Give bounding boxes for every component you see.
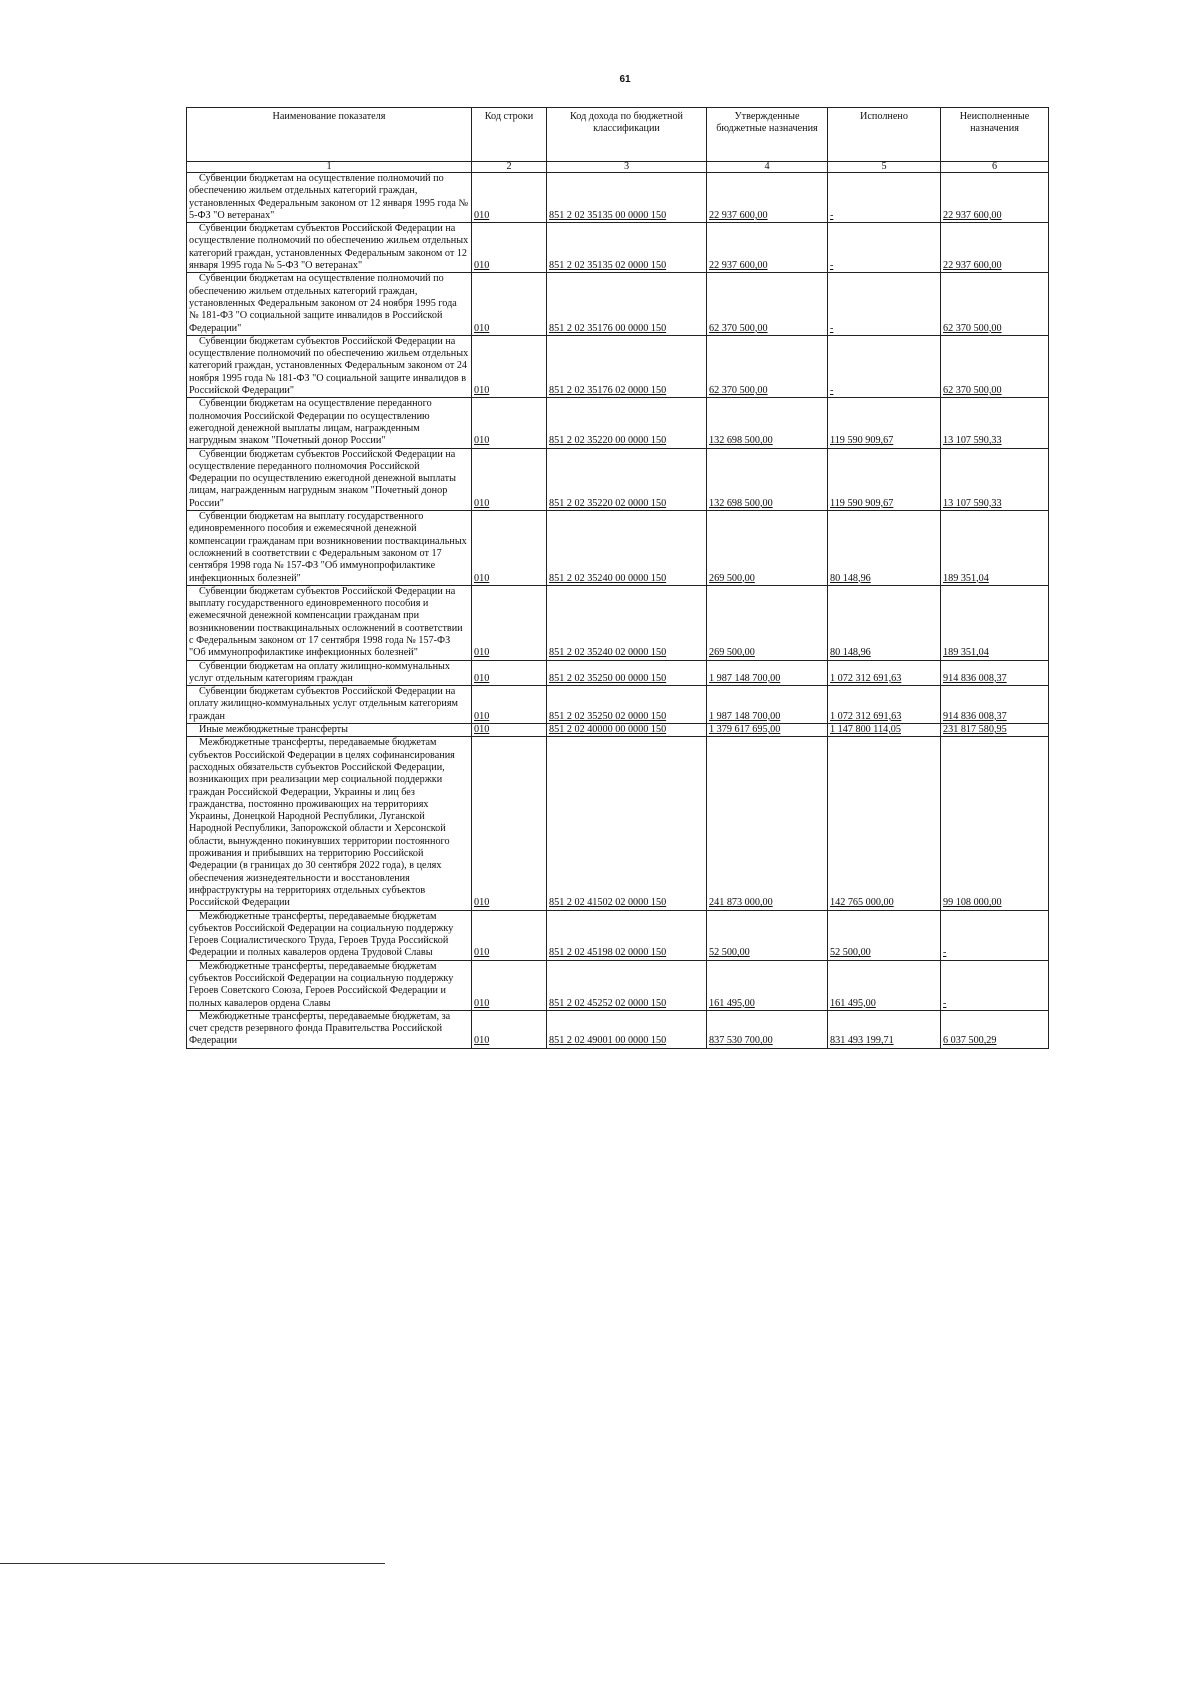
income-code-cell	[547, 660, 707, 686]
column-number: 4	[707, 162, 828, 173]
income-code-value: 851 2 02 49001 00 0000 150	[549, 1035, 667, 1047]
header-line-code: Код строки	[472, 108, 547, 162]
line-code-cell	[472, 1010, 547, 1048]
executed-amount-value: 119 590 909,67	[830, 435, 894, 447]
executed-amount-value: 1 072 312 691,63	[830, 672, 902, 684]
income-code-cell	[547, 398, 707, 448]
income-code-cell	[547, 511, 707, 586]
indicator-name-cell: Межбюджетные трансферты, передаваемые бюджетам, за счет средств резервного фонда Правительства Российской Федерации	[187, 1010, 472, 1048]
unexecuted-amount-value: 914 836 008,37	[943, 672, 1007, 684]
income-code-cell	[547, 335, 707, 397]
executed-amount-cell	[828, 448, 941, 510]
approved-amount-value: 269 500,00	[709, 572, 755, 584]
line-code-cell	[472, 585, 547, 660]
income-code-value: 851 2 02 35240 02 0000 150	[549, 647, 667, 659]
line-code-cell	[472, 448, 547, 510]
table-row	[187, 724, 1049, 737]
executed-amount-cell	[828, 910, 941, 960]
income-code-cell	[547, 448, 707, 510]
unexecuted-amount-value: 22 937 600,00	[943, 260, 1002, 272]
unexecuted-amount-value: 189 351,04	[943, 647, 989, 659]
indicator-name-cell: Субвенции бюджетам на осуществление полномочий по обеспечению жильем отдельных категорий граждан, установленных Федеральным законом от 12 января 1995 года № 5-ФЗ "О ветеранах"	[187, 173, 472, 223]
line-code-value: 010	[474, 260, 490, 272]
table-row	[187, 273, 1049, 335]
unexecuted-amount-cell	[941, 1010, 1049, 1048]
line-code-value: 010	[474, 897, 490, 909]
table-row	[187, 910, 1049, 960]
income-code-cell	[547, 585, 707, 660]
unexecuted-amount-value: 189 351,04	[943, 572, 989, 584]
line-code-value: 010	[474, 435, 490, 447]
line-code-value: 010	[474, 385, 490, 397]
line-code-cell	[472, 223, 547, 273]
line-code-cell	[472, 273, 547, 335]
line-code-cell	[472, 737, 547, 910]
income-code-cell	[547, 273, 707, 335]
table-row	[187, 1010, 1049, 1048]
approved-amount-cell	[707, 223, 828, 273]
approved-amount-value: 62 370 500,00	[709, 322, 768, 334]
approved-amount-value: 1 987 148 700,00	[709, 672, 781, 684]
table-row	[187, 335, 1049, 397]
line-code-value: 010	[474, 997, 490, 1009]
executed-amount-value: 52 500,00	[830, 947, 871, 959]
approved-amount-cell	[707, 724, 828, 737]
column-number-row	[187, 162, 1049, 173]
approved-amount-cell	[707, 511, 828, 586]
executed-amount-value: 80 148,96	[830, 572, 871, 584]
executed-amount-cell	[828, 585, 941, 660]
approved-amount-value: 1 379 617 695,00	[709, 724, 781, 736]
approved-amount-cell	[707, 448, 828, 510]
unexecuted-amount-value: 62 370 500,00	[943, 385, 1002, 397]
line-code-value: 010	[474, 724, 490, 736]
line-code-value: 010	[474, 497, 490, 509]
executed-amount-value: -	[830, 260, 834, 272]
unexecuted-amount-value: 914 836 008,37	[943, 710, 1007, 722]
line-code-cell	[472, 398, 547, 448]
executed-amount-cell	[828, 660, 941, 686]
unexecuted-amount-value: 13 107 590,33	[943, 435, 1002, 447]
executed-amount-value: -	[830, 209, 834, 221]
budget-execution-table	[186, 107, 1049, 1049]
income-code-value: 851 2 02 35176 02 0000 150	[549, 385, 667, 397]
income-code-cell	[547, 1010, 707, 1048]
indicator-name-cell: Субвенции бюджетам на осуществление переданного полномочия Российской Федерации по осуществлению ежегодной денежной выплаты лицам, награжденным нагрудным знаком "Почетный донор России"	[187, 398, 472, 448]
income-code-value: 851 2 02 35220 02 0000 150	[549, 497, 667, 509]
table-row	[187, 173, 1049, 223]
unexecuted-amount-value: 13 107 590,33	[943, 497, 1002, 509]
unexecuted-amount-cell	[941, 335, 1049, 397]
executed-amount-value: 1 072 312 691,63	[830, 710, 902, 722]
indicator-name-cell: Субвенции бюджетам на осуществление полномочий по обеспечению жильем отдельных категорий граждан, установленных Федеральным законом от 24 ноября 1995 года № 181-ФЗ "О социальной защите инвалидов в Российской Федерации"	[187, 273, 472, 335]
income-code-cell	[547, 960, 707, 1010]
approved-amount-value: 52 500,00	[709, 947, 750, 959]
header-income-code: Код дохода по бюджетной классификации	[547, 108, 707, 162]
unexecuted-amount-cell	[941, 686, 1049, 724]
approved-amount-cell	[707, 173, 828, 223]
income-code-value: 851 2 02 40000 00 0000 150	[549, 724, 667, 736]
executed-amount-cell	[828, 686, 941, 724]
income-code-value: 851 2 02 35220 00 0000 150	[549, 435, 667, 447]
line-code-cell	[472, 173, 547, 223]
table-row	[187, 585, 1049, 660]
income-code-value: 851 2 02 35250 02 0000 150	[549, 710, 667, 722]
line-code-cell	[472, 335, 547, 397]
executed-amount-value: 1 147 800 114,05	[830, 724, 901, 736]
approved-amount-value: 269 500,00	[709, 647, 755, 659]
approved-amount-value: 22 937 600,00	[709, 260, 768, 272]
line-code-cell	[472, 960, 547, 1010]
header-indicator-name: Наименование показателя	[187, 108, 472, 162]
indicator-name-cell: Субвенции бюджетам на оплату жилищно-коммунальных услуг отдельным категориям граждан	[187, 660, 472, 686]
indicator-name-cell: Субвенции бюджетам на выплату государственного единовременного пособия и ежемесячной денежной компенсации гражданам при возникновении поствакцинальных осложнений в соответствии с Федеральным законом от 17 сентября 1998 года № 157-ФЗ "Об иммунопрофилактике инфекционных болезней"	[187, 511, 472, 586]
table-row	[187, 448, 1049, 510]
unexecuted-amount-cell	[941, 398, 1049, 448]
income-code-value: 851 2 02 45198 02 0000 150	[549, 947, 667, 959]
executed-amount-cell	[828, 335, 941, 397]
income-code-cell	[547, 686, 707, 724]
line-code-value: 010	[474, 209, 490, 221]
executed-amount-cell	[828, 737, 941, 910]
unexecuted-amount-value: -	[943, 997, 947, 1009]
income-code-value: 851 2 02 41502 02 0000 150	[549, 897, 667, 909]
unexecuted-amount-cell	[941, 660, 1049, 686]
income-code-cell	[547, 173, 707, 223]
footer-rule	[0, 1563, 385, 1564]
unexecuted-amount-cell	[941, 585, 1049, 660]
income-code-value: 851 2 02 45252 02 0000 150	[549, 997, 667, 1009]
line-code-cell	[472, 660, 547, 686]
unexecuted-amount-cell	[941, 910, 1049, 960]
income-code-value: 851 2 02 35250 00 0000 150	[549, 672, 667, 684]
approved-amount-cell	[707, 686, 828, 724]
approved-amount-value: 241 873 000,00	[709, 897, 773, 909]
line-code-value: 010	[474, 572, 490, 584]
executed-amount-cell	[828, 1010, 941, 1048]
unexecuted-amount-cell	[941, 448, 1049, 510]
column-number: 3	[547, 162, 707, 173]
executed-amount-cell	[828, 511, 941, 586]
table-row	[187, 737, 1049, 910]
unexecuted-amount-cell	[941, 511, 1049, 586]
header-approved: Утвержденные бюджетные назначения	[707, 108, 828, 162]
approved-amount-cell	[707, 273, 828, 335]
indicator-name-cell: Межбюджетные трансферты, передаваемые бюджетам субъектов Российской Федерации на социальную поддержку Героев Социалистического Труда, Героев Труда Российской Федерации и полных кавалеров ордена Трудовой Славы	[187, 910, 472, 960]
executed-amount-cell	[828, 724, 941, 737]
column-number: 5	[828, 162, 941, 173]
indicator-name-cell: Субвенции бюджетам субъектов Российской Федерации на осуществление переданного полномочия Российской Федерации по осуществлению ежегодной денежной выплаты лицам, награжденным нагрудным знаком "Почетный донор России"	[187, 448, 472, 510]
indicator-name-cell: Субвенции бюджетам субъектов Российской Федерации на осуществление полномочий по обеспечению жильем отдельных категорий граждан, установленных Федеральным законом от 12 января 1995 года № 5-ФЗ "О ветеранах"	[187, 223, 472, 273]
executed-amount-value: -	[830, 385, 834, 397]
income-code-value: 851 2 02 35176 00 0000 150	[549, 322, 667, 334]
table-row	[187, 686, 1049, 724]
unexecuted-amount-cell	[941, 223, 1049, 273]
approved-amount-value: 132 698 500,00	[709, 435, 773, 447]
line-code-cell	[472, 724, 547, 737]
approved-amount-value: 132 698 500,00	[709, 497, 773, 509]
indicator-name-cell: Межбюджетные трансферты, передаваемые бюджетам субъектов Российской Федерации на социальную поддержку Героев Советского Союза, Героев Российской Федерации и полных кавалеров ордена Славы	[187, 960, 472, 1010]
indicator-name-cell: Субвенции бюджетам субъектов Российской Федерации на осуществление полномочий по обеспечению жильем отдельных категорий граждан, установленных Федеральным законом от 24 ноября 1995 года № 181-ФЗ "О социальной защите инвалидов в Российской Федерации"	[187, 335, 472, 397]
approved-amount-cell	[707, 585, 828, 660]
approved-amount-cell	[707, 398, 828, 448]
unexecuted-amount-value: 231 817 580,95	[943, 724, 1007, 736]
unexecuted-amount-value: 99 108 000,00	[943, 897, 1002, 909]
column-number: 6	[941, 162, 1049, 173]
line-code-value: 010	[474, 1035, 490, 1047]
unexecuted-amount-value: 6 037 500,29	[943, 1035, 997, 1047]
approved-amount-cell	[707, 960, 828, 1010]
line-code-cell	[472, 511, 547, 586]
approved-amount-cell	[707, 660, 828, 686]
header-row	[187, 108, 1049, 162]
indicator-name-cell: Иные межбюджетные трансферты	[187, 724, 472, 737]
header-executed: Исполнено	[828, 108, 941, 162]
approved-amount-value: 62 370 500,00	[709, 385, 768, 397]
executed-amount-cell	[828, 173, 941, 223]
executed-amount-cell	[828, 398, 941, 448]
column-number: 1	[187, 162, 472, 173]
indicator-name-cell: Субвенции бюджетам субъектов Российской Федерации на выплату государственного единовременного пособия и ежемесячной денежной компенсации гражданам при возникновении поствакцинальных осложнений в соответствии с Федеральным законом от 17 сентября 1998 года № 157-ФЗ "Об иммунопрофилактике инфекционных болезней"	[187, 585, 472, 660]
executed-amount-cell	[828, 223, 941, 273]
line-code-cell	[472, 910, 547, 960]
approved-amount-cell	[707, 1010, 828, 1048]
unexecuted-amount-value: -	[943, 947, 947, 959]
table-row	[187, 398, 1049, 448]
executed-amount-value: 161 495,00	[830, 997, 876, 1009]
approved-amount-value: 1 987 148 700,00	[709, 710, 781, 722]
table-row	[187, 511, 1049, 586]
approved-amount-value: 22 937 600,00	[709, 209, 768, 221]
executed-amount-cell	[828, 273, 941, 335]
line-code-value: 010	[474, 947, 490, 959]
income-code-cell	[547, 724, 707, 737]
column-number: 2	[472, 162, 547, 173]
executed-amount-value: 119 590 909,67	[830, 497, 894, 509]
income-code-cell	[547, 910, 707, 960]
executed-amount-value: 142 765 000,00	[830, 897, 894, 909]
unexecuted-amount-cell	[941, 273, 1049, 335]
indicator-name-cell: Субвенции бюджетам субъектов Российской Федерации на оплату жилищно-коммунальных услуг отдельным категориям граждан	[187, 686, 472, 724]
executed-amount-cell	[828, 960, 941, 1010]
approved-amount-cell	[707, 910, 828, 960]
approved-amount-cell	[707, 737, 828, 910]
line-code-value: 010	[474, 647, 490, 659]
approved-amount-cell	[707, 335, 828, 397]
approved-amount-value: 161 495,00	[709, 997, 755, 1009]
executed-amount-value: -	[830, 322, 834, 334]
approved-amount-value: 837 530 700,00	[709, 1035, 773, 1047]
table-row	[187, 960, 1049, 1010]
table-row	[187, 660, 1049, 686]
table-body	[187, 173, 1049, 1049]
page-number: 61	[619, 74, 631, 85]
unexecuted-amount-value: 62 370 500,00	[943, 322, 1002, 334]
executed-amount-value: 80 148,96	[830, 647, 871, 659]
unexecuted-amount-cell	[941, 960, 1049, 1010]
line-code-value: 010	[474, 672, 490, 684]
line-code-cell	[472, 686, 547, 724]
indicator-name-cell: Межбюджетные трансферты, передаваемые бюджетам субъектов Российской Федерации в целях софинансирования расходных обязательств субъектов Российской Федерации, возникающих при реализации мер социальной поддержки граждан Российской Федерации, Украины и лиц без гражданства, постоянно проживающих на территориях Украины, Донецкой Народной Республики, Луганской Народной Республики, Запорожской области и Херсонской области, вынужденно покинувших территории постоянного проживания и прибывших на территорию Российской Федерации (в границах до 30 сентября 2022 года), в целях обеспечения жизнедеятельности и восстановления инфраструктуры на территориях отдельных субъектов Российской Федерации	[187, 737, 472, 910]
table-row	[187, 223, 1049, 273]
income-code-value: 851 2 02 35135 02 0000 150	[549, 260, 667, 272]
unexecuted-amount-value: 22 937 600,00	[943, 209, 1002, 221]
line-code-value: 010	[474, 322, 490, 334]
income-code-value: 851 2 02 35135 00 0000 150	[549, 209, 667, 221]
income-code-cell	[547, 223, 707, 273]
unexecuted-amount-cell	[941, 173, 1049, 223]
unexecuted-amount-cell	[941, 724, 1049, 737]
executed-amount-value: 831 493 199,71	[830, 1035, 894, 1047]
income-code-cell	[547, 737, 707, 910]
line-code-value: 010	[474, 710, 490, 722]
income-code-value: 851 2 02 35240 00 0000 150	[549, 572, 667, 584]
unexecuted-amount-cell	[941, 737, 1049, 910]
header-unexecuted: Неисполненные назначения	[941, 108, 1049, 162]
